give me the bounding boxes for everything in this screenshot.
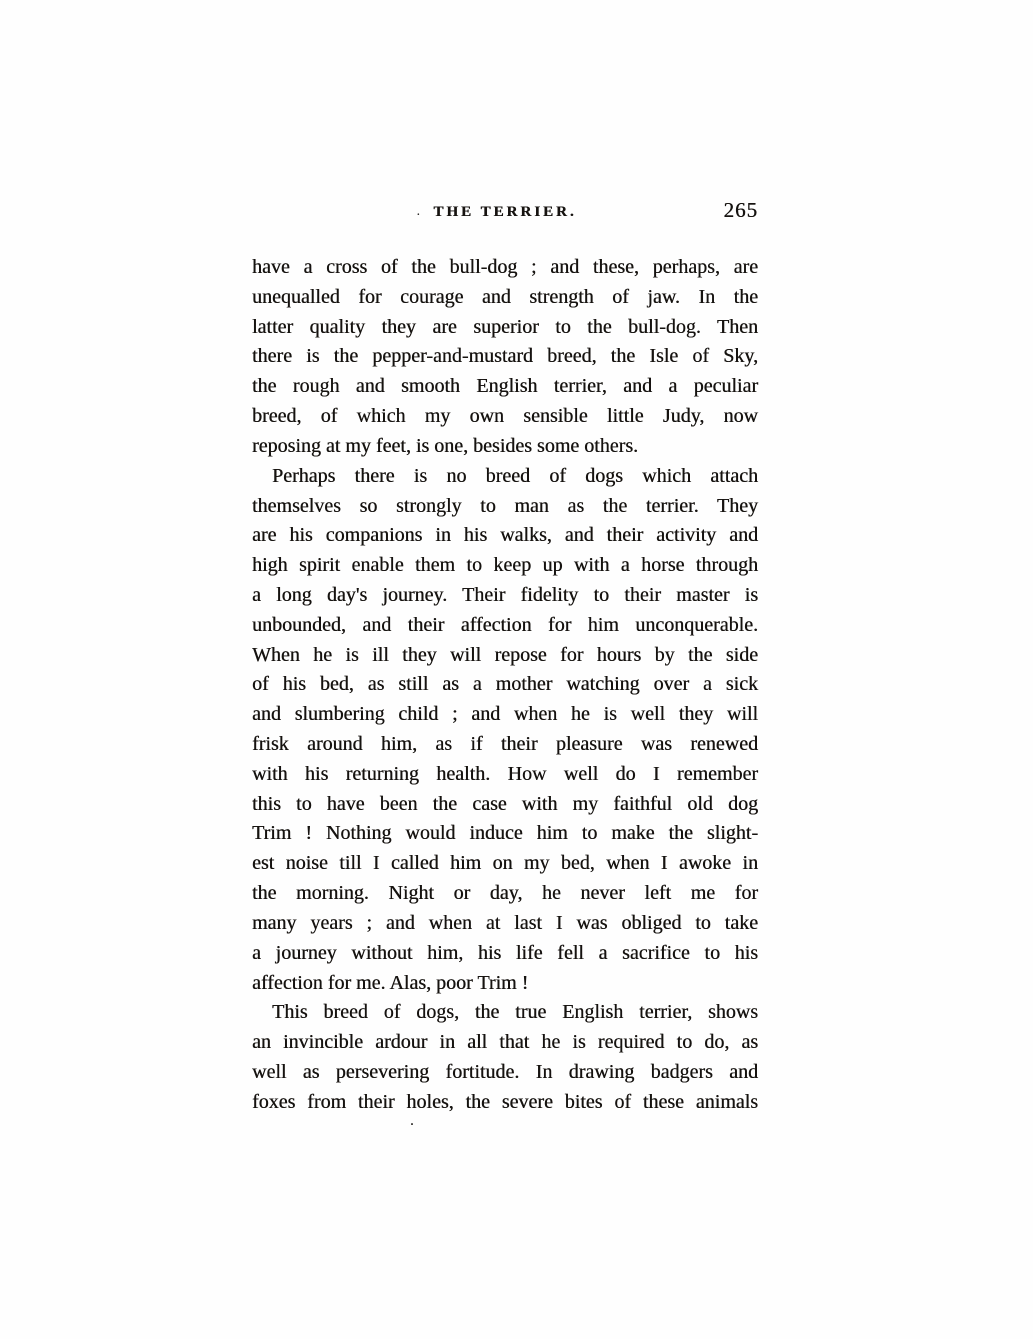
page-header — [252, 198, 758, 232]
text-line: Perhaps there is no breed of dogs which attach — [272, 464, 758, 487]
text-line: themselves so strongly to man as the terrier. They — [252, 494, 758, 517]
text-line: many years ; and when at last I was obliged to take — [252, 911, 758, 934]
running-head-title: THE TERRIER. — [433, 204, 577, 220]
print-artifact-footer-dot: . — [410, 1112, 414, 1129]
text-line: the rough and smooth English terrier, and a peculiar — [252, 375, 758, 398]
text-line: a long day's journey. Their fidelity to their master is — [252, 583, 758, 606]
text-line: When he is ill they will repose for hours by the side — [252, 643, 758, 666]
text-line: high spirit enable them to keep up with a horse through — [252, 554, 758, 577]
page-number: 265 — [723, 198, 758, 222]
text-line: with his returning health. How well do I remember — [252, 762, 758, 785]
text-line: Trim ! Nothing would induce him to make the slight- — [252, 822, 758, 845]
text-line: unequalled for courage and strength of jaw. In the — [252, 285, 758, 308]
text-line: frisk around him, as if their pleasure was renewed — [252, 733, 758, 755]
text-line: the morning. Night or day, he never left me for — [252, 882, 758, 905]
text-line: est noise till I called him on my bed, when I awoke in — [252, 852, 758, 875]
text-line: reposing at my feet, is one, besides some others. — [252, 434, 639, 457]
text-line: there is the pepper-and-mustard breed, the Isle of Sky, — [252, 345, 758, 368]
text-line: a journey without him, his life fell a sacrifice to his — [252, 941, 758, 964]
print-artifact-header-dot: · — [416, 208, 421, 223]
text-line: this to have been the case with my faithful old dog — [252, 792, 758, 815]
text-line: and slumbering child ; and when he is well they will — [252, 703, 758, 726]
text-line: an invincible ardour in all that he is required to do, as — [252, 1031, 758, 1054]
text-line: affection for me. Alas, poor Trim ! — [252, 971, 529, 994]
text-line: latter quality they are superior to the bull-dog. Then — [252, 315, 758, 338]
text-line: of his bed, as still as a mother watching over a sick — [252, 673, 758, 696]
body-text-block — [252, 253, 758, 1118]
text-line: breed, of which my own sensible little Judy, now — [252, 405, 758, 428]
text-line: have a cross of the bull-dog ; and these, perhaps, are — [252, 256, 758, 278]
text-line: are his companions in his walks, and their activity and — [252, 524, 758, 547]
text-line: foxes from their holes, the severe bites of these animals — [252, 1090, 758, 1113]
text-line: unbounded, and their affection for him unconquerable. — [252, 613, 758, 636]
text-line: This breed of dogs, the true English terrier, shows — [272, 1001, 758, 1024]
text-line: well as persevering fortitude. In drawing badgers and — [252, 1060, 758, 1083]
